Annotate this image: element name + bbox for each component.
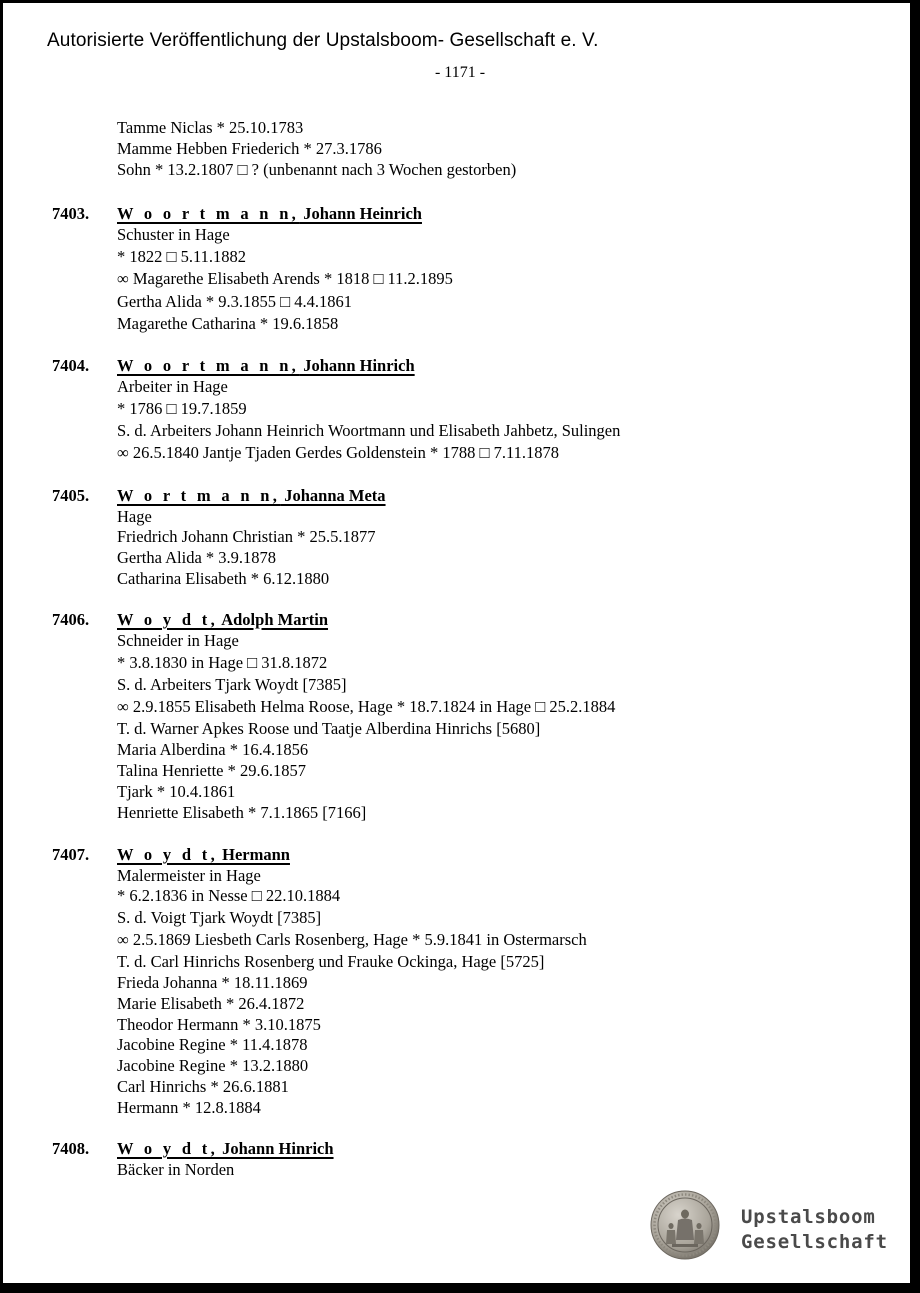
entry-surname: W o y d t, (117, 1139, 218, 1158)
entry-number: 7408. (52, 1139, 90, 1158)
entry-line: * 6.2.1836 in Nesse □ 22.10.1884 (117, 886, 341, 905)
entry-surname: W o o r t m a n n, (117, 204, 300, 223)
entry-surname: W o y d t, (117, 610, 218, 629)
entry-line: Arbeiter in Hage (117, 377, 228, 396)
entry-number: 7407. (52, 845, 90, 864)
page-number: - 1171 - (434, 64, 486, 81)
entry-number: 7404. (52, 356, 90, 375)
entry-number: 7406. (52, 610, 90, 629)
entry-line: Jacobine Regine * 11.4.1878 (117, 1035, 308, 1054)
entry-line: Tjark * 10.4.1861 (117, 782, 236, 801)
entry-name (117, 610, 328, 630)
entry-line: ∞ 2.9.1855 Elisabeth Helma Roose, Hage * 18.7.1824 in Hage □ 25.2.1884 (117, 697, 616, 716)
entry-line: Schuster in Hage (117, 225, 230, 244)
entry-line: * 3.8.1830 in Hage □ 31.8.1872 (117, 653, 328, 672)
entry-line: Magarethe Catharina * 19.6.1858 (117, 314, 339, 333)
entry-given-name: Adolph Martin (218, 610, 329, 629)
entry-line: Friedrich Johann Christian * 25.5.1877 (117, 527, 376, 546)
entry-line: Marie Elisabeth * 26.4.1872 (117, 994, 305, 1013)
entry-name (117, 1139, 334, 1159)
entry-name (117, 204, 422, 224)
entry-line: Henriette Elisabeth * 7.1.1865 [7166] (117, 803, 367, 822)
intro-line: Mamme Hebben Friederich * 27.3.1786 (117, 139, 382, 158)
entry-line: Hage (117, 507, 152, 526)
entry-line: S. d. Arbeiters Johann Heinrich Woortmann und Elisabeth Jahbetz, Sulingen (117, 421, 621, 440)
entry-line: ∞ 2.5.1869 Liesbeth Carls Rosenberg, Hage * 5.9.1841 in Ostermarsch (117, 930, 587, 949)
entry-line: Schneider in Hage (117, 631, 239, 650)
entry-line: ∞ Magarethe Elisabeth Arends * 1818 □ 11.2.1895 (117, 269, 453, 288)
page-header-title: Autorisierte Veröffentlichung der Upstalsboom- Gesellschaft e. V. (47, 30, 599, 51)
intro-line: Sohn * 13.2.1807 □ ? (unbenannt nach 3 Wochen gestorben) (117, 160, 517, 179)
entry-number: 7405. (52, 486, 90, 505)
entry-given-name: Johanna Meta (280, 486, 386, 505)
entry-surname: W o y d t, (117, 845, 218, 864)
entry-line: S. d. Voigt Tjark Woydt [7385] (117, 908, 322, 927)
entry-line: Hermann * 12.8.1884 (117, 1098, 261, 1117)
entry-line: T. d. Warner Apkes Roose und Taatje Alberdina Hinrichs [5680] (117, 719, 541, 738)
entry-line: ∞ 26.5.1840 Jantje Tjaden Gerdes Goldenstein * 1788 □ 7.11.1878 (117, 443, 559, 462)
entry-given-name: Johann Hinrich (218, 1139, 334, 1158)
entry-given-name: Johann Hinrich (299, 356, 415, 375)
logo-text-line1: Upstalsboom (741, 1206, 876, 1228)
seal-logo-icon (650, 1190, 720, 1260)
entry-line: S. d. Arbeiters Tjark Woydt [7385] (117, 675, 347, 694)
entry-surname: W o r t m a n n, (117, 486, 281, 505)
entry-line: Frieda Johanna * 18.11.1869 (117, 973, 308, 992)
entry-line: Jacobine Regine * 13.2.1880 (117, 1056, 309, 1075)
entry-given-name: Johann Heinrich (299, 204, 422, 223)
entry-line: Gertha Alida * 3.9.1878 (117, 548, 277, 567)
entry-line: Malermeister in Hage (117, 866, 261, 885)
entry-line: Talina Henriette * 29.6.1857 (117, 761, 307, 780)
entry-line: Theodor Hermann * 3.10.1875 (117, 1015, 321, 1034)
entry-line: Bäcker in Norden (117, 1160, 235, 1179)
entry-given-name: Hermann (218, 845, 290, 864)
entry-line: * 1786 □ 19.7.1859 (117, 399, 247, 418)
entry-line: Gertha Alida * 9.3.1855 □ 4.4.1861 (117, 292, 352, 311)
entry-line: Maria Alberdina * 16.4.1856 (117, 740, 309, 759)
entry-line: Catharina Elisabeth * 6.12.1880 (117, 569, 330, 588)
entry-name (117, 845, 290, 865)
entry-name (117, 486, 386, 506)
intro-line: Tamme Niclas * 25.10.1783 (117, 118, 304, 137)
entry-line: Carl Hinrichs * 26.6.1881 (117, 1077, 289, 1096)
entry-surname: W o o r t m a n n, (117, 356, 300, 375)
entry-line: * 1822 □ 5.11.1882 (117, 247, 246, 266)
entry-name (117, 356, 415, 376)
logo-text-line2: Gesellschaft (741, 1231, 888, 1253)
entry-line: T. d. Carl Hinrichs Rosenberg und Frauke Ockinga, Hage [5725] (117, 952, 545, 971)
entry-number: 7403. (52, 204, 90, 223)
